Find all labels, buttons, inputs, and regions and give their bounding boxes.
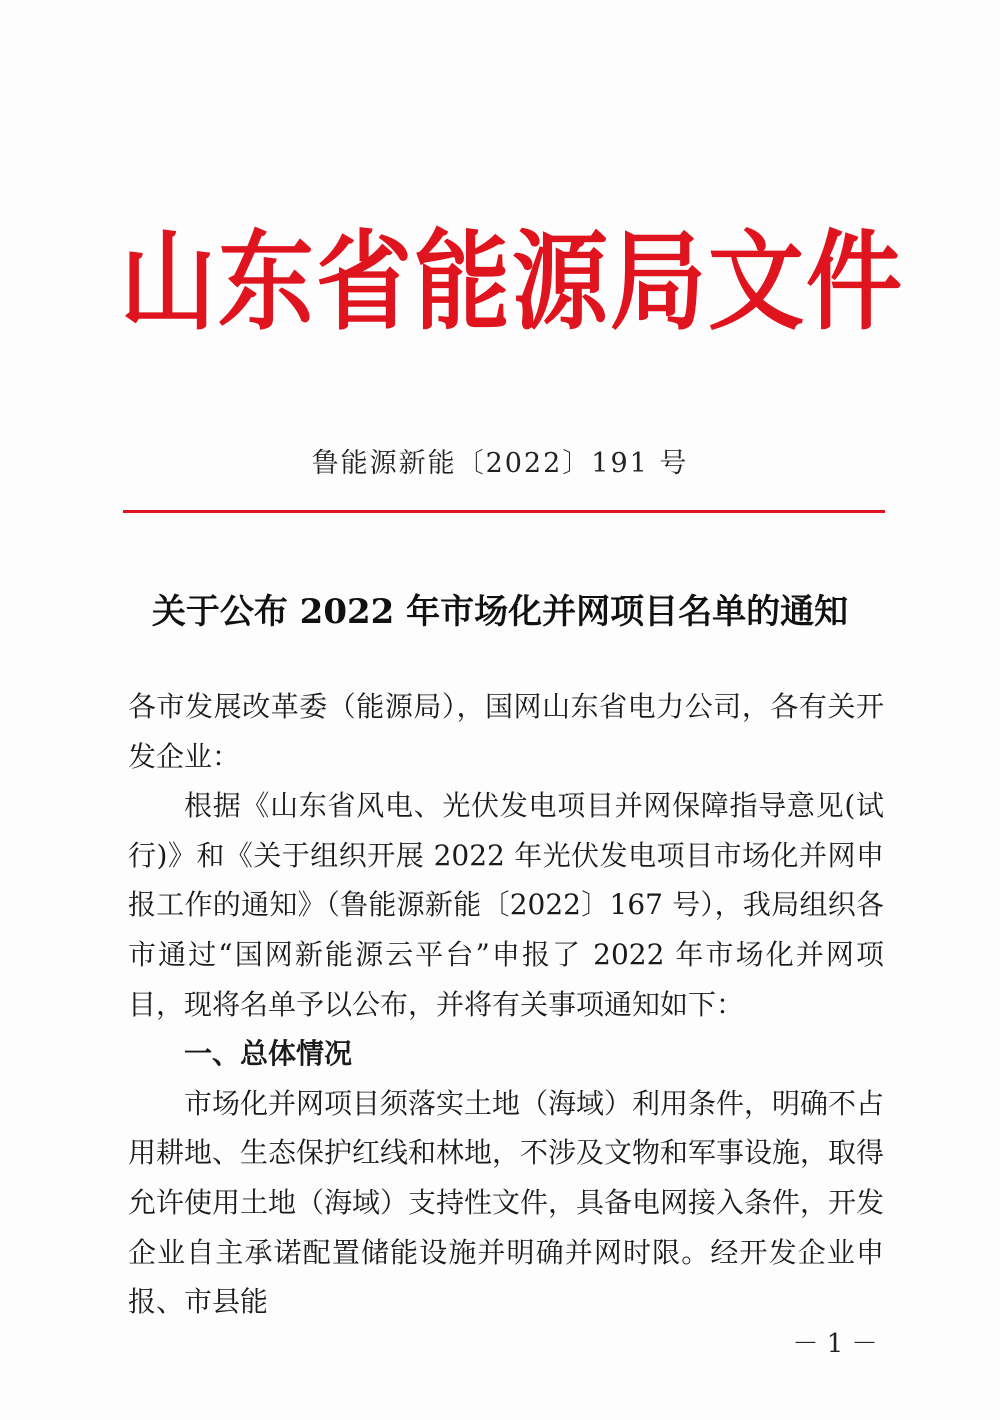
addressee-paragraph: 各市发展改革委（能源局），国网山东省电力公司，各有关开发企业： xyxy=(128,690,884,773)
notice-title: 关于公布 2022 年市场化并网项目名单的通知 xyxy=(151,592,849,632)
body-paragraph-1: 根据《山东省风电、光伏发电项目并网保障指导意见(试行)》和《关于组织开展 2022 年光伏发电项目市场化并网申报工作的通知》（鲁能源新能〔2022〕167 号），我局组织各市通过“国网新能源云平台”申报了 2022 年市场化并网项目，现将名单予以公布，并将有关事项通知如下： xyxy=(128,789,884,1021)
masthead-title: 山东省能源局文件 xyxy=(120,219,904,345)
document-number: 鲁能源新能〔2022〕191 号 xyxy=(311,448,689,479)
page-number: － 1 － xyxy=(792,1329,878,1359)
section-heading-1: 一、总体情况 xyxy=(184,1037,353,1071)
document-body xyxy=(128,682,884,1327)
body-paragraph-2: 市场化并网项目须落实土地（海域）利用条件，明确不占用耕地、生态保护红线和林地，不涉及文物和军事设施，取得允许使用土地（海域）支持性文件，具备电网接入条件，开发企业自主承诺配置储能设施并明确并网时限。经开发企业申报、市县能 xyxy=(128,1086,885,1319)
red-divider-line xyxy=(123,510,885,513)
